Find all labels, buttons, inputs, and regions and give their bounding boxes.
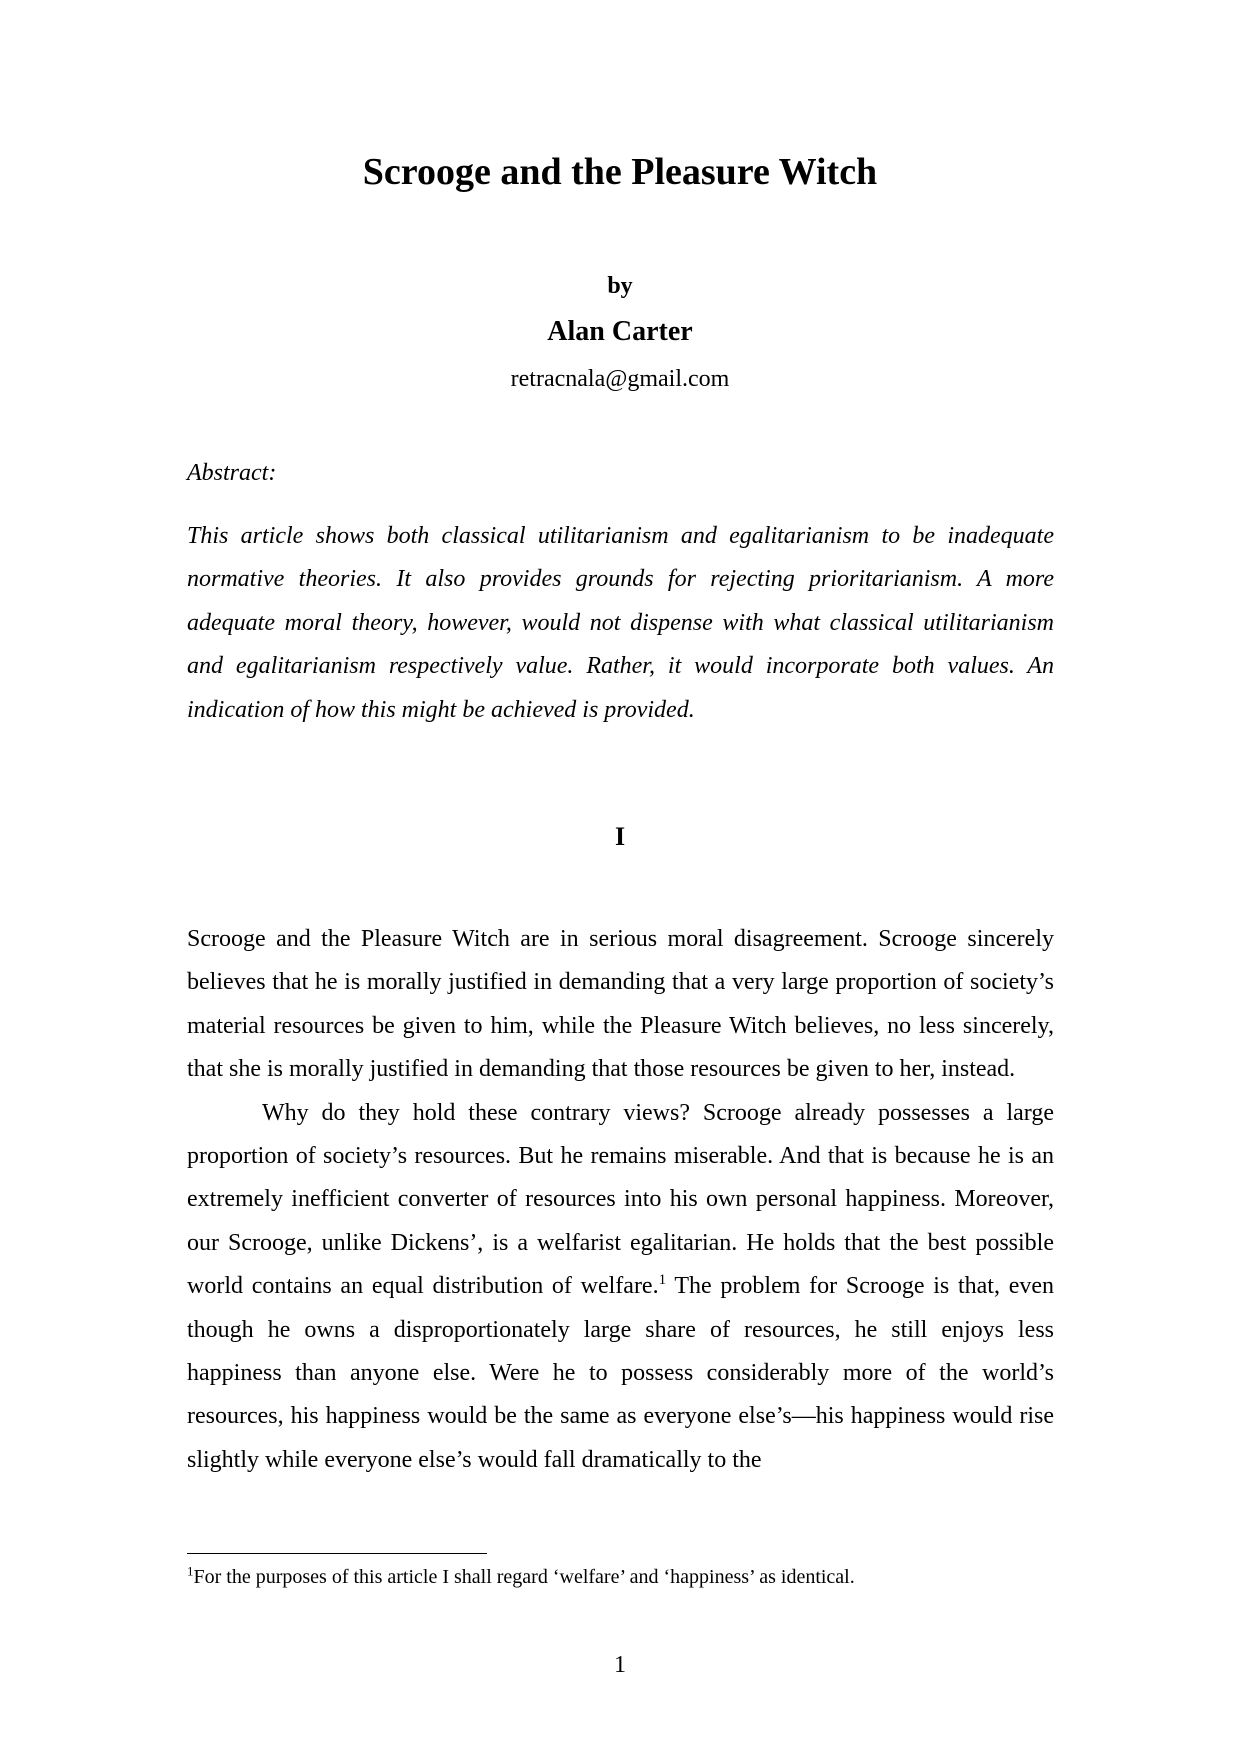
footnote-divider (187, 1553, 487, 1554)
body-text (187, 918, 1054, 1482)
section-heading: I (614, 822, 626, 851)
byline-by: by (607, 273, 633, 299)
paragraph-2-text-end: The problem for Scrooge is that, even though he owns a disproportionately large share of resources, he still enjoys less happiness than anyone else. Were he to possess considerably more of the world’s resources, his happiness would be the same as everyone else’s—his happiness would rise slightly while everyone else’s would fall dramatically to the (187, 1273, 1054, 1473)
author-name: Alan Carter (547, 316, 693, 347)
paragraph-2-text-start: Why do they hold these contrary views? Scrooge already possesses a large proportion of society’s resources. But he remains miserable. And that is because he is an extremely inefficient converter of resources into his own personal happiness. Moreover, our Scrooge, unlike Dickens’, is a welfarist egalitarian. He holds that the best possible world contains an equal distribution of welfare. (187, 1099, 1054, 1300)
page-number: 1 (614, 1652, 626, 1678)
footnote-text: For the purposes of this article I shall regard ‘welfare’ and ‘happiness’ as identical. (193, 1566, 855, 1588)
footnote-number: 1 (187, 1563, 194, 1579)
footnote-reference: 1 (658, 1272, 667, 1289)
paper-title: Scrooge and the Pleasure Witch (362, 151, 878, 193)
paragraph-1: Scrooge and the Pleasure Witch are in serious moral disagreement. Scrooge sincerely believes that he is morally justified in demanding that a very large proportion of society’s material resources be given to him, while the Pleasure Witch believes, no less sincerely, that she is morally justified in demanding that those resources be given to her, instead. (187, 926, 1054, 1083)
paragraph-2 (187, 1092, 1054, 1483)
footnote (187, 1563, 855, 1589)
abstract-label: Abstract: (187, 460, 277, 486)
author-email: retracnala@gmail.com (510, 366, 730, 392)
abstract-text: This article shows both classical utilitarianism and egalitarianism to be inadequate normative theories. It also provides grounds for rejecting prioritarianism. A more adequate moral theory, however, would not dispense with what classical utilitarianism and egalitarianism respectively value. Rather, it would incorporate both values. An indication of how this might be achieved is provided. (187, 523, 1054, 723)
